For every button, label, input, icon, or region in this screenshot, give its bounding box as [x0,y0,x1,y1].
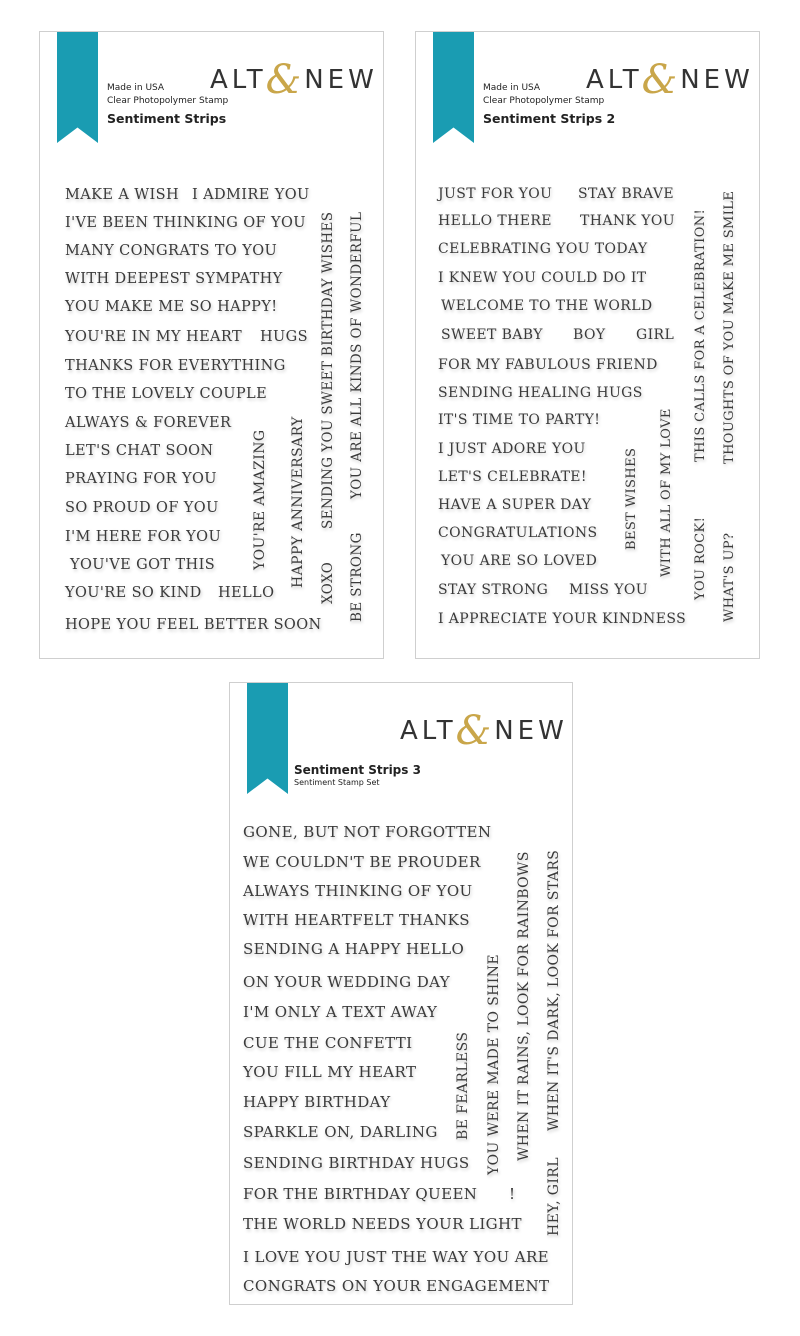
brand-logo: ALT&NEW [586,57,754,103]
sentiment-stamp: I ADMIRE YOU [192,187,310,203]
sentiment-stamp: GONE, BUT NOT FORGOTTEN [243,823,492,841]
sentiment-stamp: THANK YOU [580,213,675,229]
sentiment-stamp: ALWAYS & FOREVER [65,415,232,431]
sentiment-stamp: HOPE YOU FEEL BETTER SOON [65,617,322,633]
sentiment-stamp: JUST FOR YOU [438,186,553,202]
sentiment-stamp: GIRL [636,327,675,343]
sentiment-stamp: THE WORLD NEEDS YOUR LIGHT [243,1215,522,1233]
vertical-sentiment-stamp: WITH ALL OF MY LOVE [659,408,674,577]
sentiment-stamp: I KNEW YOU COULD DO IT [438,270,647,286]
set-name: Sentiment Strips [107,111,227,126]
vertical-sentiment-stamp: HAPPY ANNIVERSARY [290,416,306,588]
set-name: Sentiment Strips 2 [483,111,616,126]
vertical-sentiment-stamp: WHEN IT'S DARK, LOOK FOR STARS [546,849,562,1131]
sentiment-stamp: HELLO [218,585,275,601]
sentiment-stamp: YOU'RE IN MY HEART [65,329,243,345]
sentiment-stamp: LET'S CELEBRATE! [438,469,587,485]
stamp-card-sentiment-strips-3 [229,682,573,1305]
vertical-sentiment-stamp: BE FEARLESS [455,1031,471,1140]
stamp-card-sentiment-strips [39,31,384,659]
sentiment-stamp: CUE THE CONFETTI [243,1034,413,1052]
sentiment-stamp: ON YOUR WEDDING DAY [243,973,451,991]
stamp-type-label: Clear Photopolymer Stamp [107,96,229,106]
ribbon-bookmark-icon [247,683,288,794]
vertical-sentiment-stamp: THOUGHTS OF YOU MAKE ME SMILE [722,190,737,464]
sentiment-stamp: CELEBRATING YOU TODAY [438,241,648,257]
sentiment-stamp: WITH HEARTFELT THANKS [243,911,470,929]
set-name: Sentiment Strips 3 [294,763,421,777]
stamp-type-label: Sentiment Stamp Set [294,778,380,787]
sentiment-stamp: CONGRATULATIONS [438,525,598,541]
sentiment-stamp: I APPRECIATE YOUR KINDNESS [438,611,687,627]
vertical-sentiment-stamp: YOU WERE MADE TO SHINE [486,954,502,1175]
sentiment-stamp: HELLO THERE [438,213,552,229]
sentiment-stamp: FOR THE BIRTHDAY QUEEN [243,1185,478,1203]
stamp-type-label: Clear Photopolymer Stamp [483,96,605,106]
sentiment-stamp: YOU MAKE ME SO HAPPY! [65,299,278,315]
sentiment-stamp: HUGS [260,329,308,345]
vertical-sentiment-stamp: BE STRONG [349,532,365,622]
brand-logo: ALT&NEW [210,57,378,103]
vertical-sentiment-stamp: YOU ARE ALL KINDS OF WONDERFUL [349,211,365,499]
sentiment-stamp: SO PROUD OF YOU [65,500,219,516]
sentiment-stamp: FOR MY FABULOUS FRIEND [438,357,658,373]
vertical-sentiment-stamp: WHAT'S UP? [722,532,737,622]
made-in-label: Made in USA [107,83,165,93]
sentiment-stamp: SWEET BABY [441,327,543,343]
vertical-sentiment-stamp: YOU'RE AMAZING [252,429,268,570]
sentiment-stamp: YOU'VE GOT THIS [70,557,216,573]
sentiment-stamp: LET'S CHAT SOON [65,443,214,459]
sentiment-stamp: HAPPY BIRTHDAY [243,1093,391,1111]
sentiment-stamp: MISS YOU [569,582,648,598]
sentiment-stamp: MAKE A WISH [65,187,180,203]
sentiment-stamp: THANKS FOR EVERYTHING [65,358,286,374]
sentiment-stamp: SENDING BIRTHDAY HUGS [243,1154,470,1172]
sentiment-stamp: WE COULDN'T BE PROUDER [243,853,481,871]
sentiment-stamp: I'VE BEEN THINKING OF YOU [65,215,306,231]
sentiment-stamp: STAY BRAVE [578,186,674,202]
vertical-sentiment-stamp: HEY, GIRL [546,1157,562,1236]
sentiment-stamp: HAVE A SUPER DAY [438,497,592,513]
sentiment-stamp: ! [509,1185,516,1203]
sentiment-stamp: PRAYING FOR YOU [65,471,217,487]
brand-logo: ALT&NEW [400,708,568,754]
vertical-sentiment-stamp: XOXO [320,561,336,604]
stamp-card-sentiment-strips-2 [415,31,760,659]
sentiment-stamp: TO THE LOVELY COUPLE [65,386,268,402]
vertical-sentiment-stamp: THIS CALLS FOR A CELEBRATION! [693,208,708,462]
made-in-label: Made in USA [483,83,541,93]
sentiment-stamp: SENDING HEALING HUGS [438,385,643,401]
sentiment-stamp: I LOVE YOU JUST THE WAY YOU ARE [243,1248,550,1266]
ribbon-bookmark-icon [433,32,474,143]
sentiment-stamp: IT'S TIME TO PARTY! [438,412,601,428]
sentiment-stamp: WELCOME TO THE WORLD [441,298,653,314]
ribbon-bookmark-icon [57,32,98,143]
sentiment-stamp: STAY STRONG [438,582,549,598]
vertical-sentiment-stamp: YOU ROCK! [693,516,708,600]
sentiment-stamp: I'M ONLY A TEXT AWAY [243,1003,438,1021]
sentiment-stamp: SPARKLE ON, DARLING [243,1123,438,1141]
sentiment-stamp: CONGRATS ON YOUR ENGAGEMENT [243,1277,550,1295]
sentiment-stamp: I'M HERE FOR YOU [65,529,222,545]
vertical-sentiment-stamp: SENDING YOU SWEET BIRTHDAY WISHES [320,211,336,529]
sentiment-stamp: BOY [573,327,606,343]
sentiment-stamp: ALWAYS THINKING OF YOU [243,882,473,900]
sentiment-stamp: YOU ARE SO LOVED [441,553,598,569]
vertical-sentiment-stamp: WHEN IT RAINS, LOOK FOR RAINBOWS [516,851,532,1161]
sentiment-stamp: YOU FILL MY HEART [243,1063,417,1081]
sentiment-stamp: WITH DEEPEST SYMPATHY [65,271,283,287]
sentiment-stamp: MANY CONGRATS TO YOU [65,243,278,259]
sentiment-stamp: SENDING A HAPPY HELLO [243,940,465,958]
vertical-sentiment-stamp: BEST WISHES [624,447,639,550]
sentiment-stamp: I JUST ADORE YOU [438,441,586,457]
sentiment-stamp: YOU'RE SO KIND [65,585,202,601]
